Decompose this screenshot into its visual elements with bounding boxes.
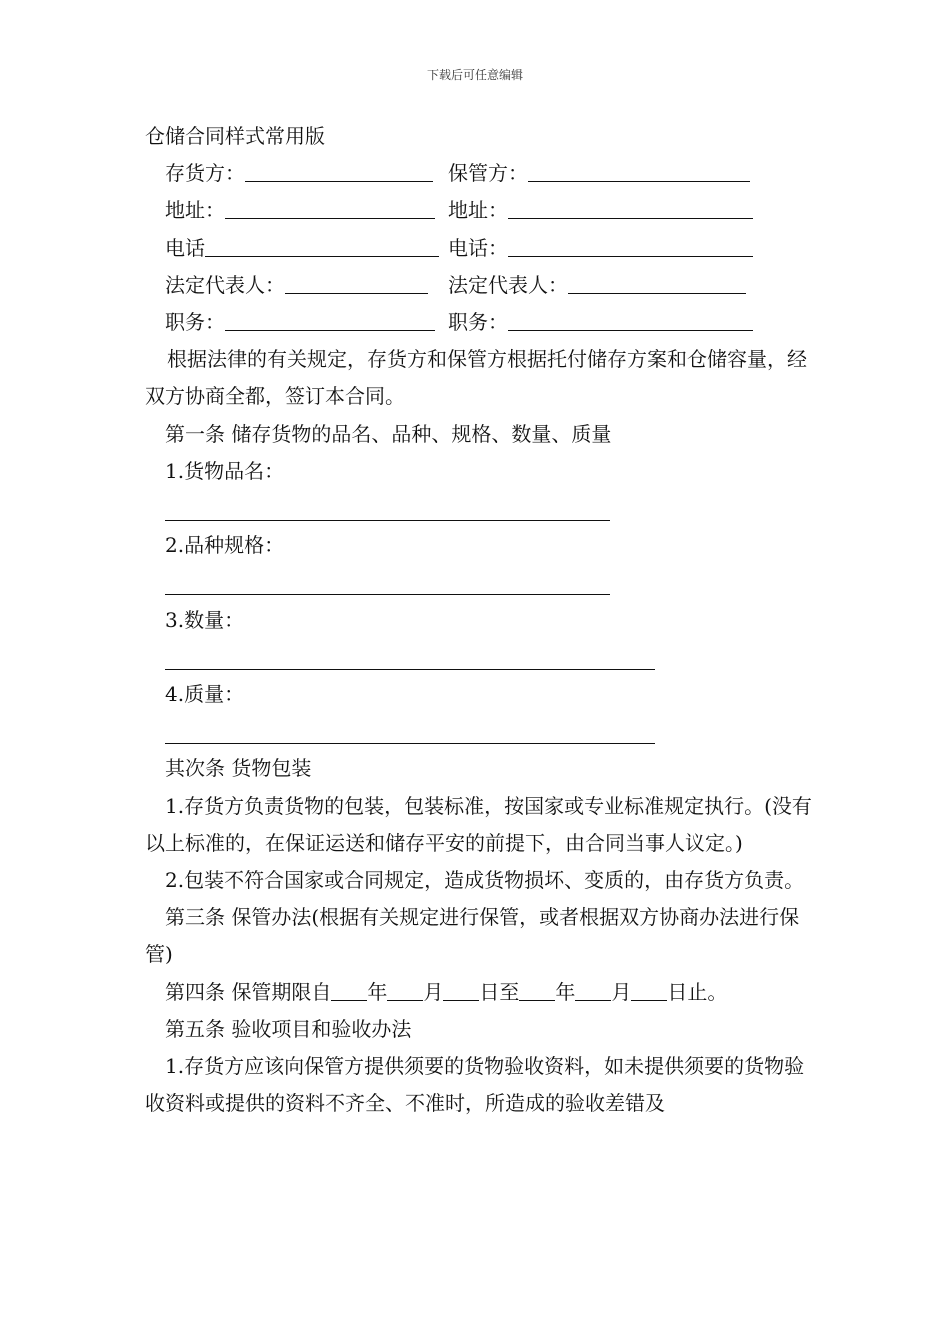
start-day-blank[interactable] <box>443 980 479 1001</box>
goods-name-blank[interactable] <box>165 500 610 521</box>
title-right-label: 职务： <box>448 310 508 335</box>
start-month-blank[interactable] <box>387 980 423 1001</box>
item-quality-blank-row <box>145 713 815 750</box>
phone-left-label: 电话 <box>165 235 205 260</box>
address-left-blank[interactable] <box>225 198 435 219</box>
document-title: 仓储合同样式常用版 <box>145 124 325 148</box>
item-spec-blank-row <box>145 564 815 601</box>
intro-paragraph: 根据法律的有关规定，存货方和保管方根据托付储存方案和仓储容量，经双方协商全都，签订本合同。 <box>145 347 807 409</box>
phone-right-label: 电话： <box>448 235 508 260</box>
end-year-blank[interactable] <box>519 980 555 1001</box>
end-day-blank[interactable] <box>631 980 667 1001</box>
end-month-blank[interactable] <box>575 980 611 1001</box>
start-month-label: 月 <box>423 979 444 1004</box>
document-body <box>145 118 815 1122</box>
article-2-heading: 其次条 货物包装 <box>165 756 312 781</box>
article-5-para-1: 1.存货方应该向保管方提供须要的货物验收资料，如未提供须要的货物验收资料或提供的资料不齐全、不准时，所造成的验收差错及 <box>145 1054 805 1116</box>
page-header-note: 下载后可任意编辑 <box>426 68 523 82</box>
quantity-blank[interactable] <box>165 649 655 670</box>
article-1-heading: 第一条 储存货物的品名、品种、规格、数量、质量 <box>165 421 612 446</box>
spec-blank[interactable] <box>165 574 610 595</box>
quality-blank[interactable] <box>165 723 655 744</box>
legal-rep-right-blank[interactable] <box>568 273 746 294</box>
title-left-label: 职务： <box>165 310 225 335</box>
start-day-to-label: 日至 <box>479 979 520 1004</box>
item-goods-name-label: 1.货物品名： <box>165 458 285 483</box>
title-right-blank[interactable] <box>508 310 753 331</box>
end-month-label: 月 <box>611 979 632 1004</box>
party-row-4 <box>145 267 815 304</box>
phone-right-blank[interactable] <box>508 236 753 257</box>
custodian-label: 保管方： <box>448 161 528 186</box>
party-row-3 <box>145 230 815 267</box>
party-row-2 <box>145 192 815 229</box>
item-quality-label: 4.质量： <box>165 682 245 706</box>
article-4-line <box>145 974 815 1011</box>
end-day-label: 日止。 <box>667 979 728 1004</box>
end-year-label: 年 <box>555 979 576 1004</box>
article-5-heading: 第五条 验收项目和验收办法 <box>165 1016 412 1041</box>
start-year-label: 年 <box>367 979 388 1004</box>
item-quantity-blank-row <box>145 639 815 676</box>
phone-left-blank[interactable] <box>205 236 439 257</box>
item-spec-label: 2.品种规格： <box>165 533 285 558</box>
legal-rep-right-label: 法定代表人： <box>448 272 568 297</box>
address-right-label: 地址： <box>448 198 508 223</box>
legal-rep-left-label: 法定代表人： <box>165 272 285 297</box>
legal-rep-left-blank[interactable] <box>285 273 428 294</box>
address-right-blank[interactable] <box>508 198 753 219</box>
party-row-5 <box>145 304 815 341</box>
depositor-label: 存货方： <box>165 161 245 186</box>
article-2-para-1: 1.存货方负责货物的包装，包装标准，按国家或专业标准规定执行。(没有以上标准的，在保证运送和储存平安的前提下，由合同当事人议定。) <box>145 793 812 855</box>
custodian-blank[interactable] <box>528 161 750 182</box>
start-year-blank[interactable] <box>331 980 367 1001</box>
item-goods-name-blank-row <box>145 490 815 527</box>
party-row-1 <box>145 155 815 192</box>
article-3-paragraph: 第三条 保管办法(根据有关规定进行保管，或者根据双方协商办法进行保管) <box>145 905 800 967</box>
article-2-para-2: 2.包装不符合国家或合同规定，造成货物损坏、变质的，由存货方负责。 <box>165 868 805 892</box>
item-quantity-label: 3.数量： <box>165 607 245 632</box>
address-left-label: 地址： <box>165 198 225 223</box>
title-left-blank[interactable] <box>225 310 435 331</box>
article-4-lead: 第四条 保管期限自 <box>165 979 332 1004</box>
depositor-blank[interactable] <box>245 161 433 182</box>
